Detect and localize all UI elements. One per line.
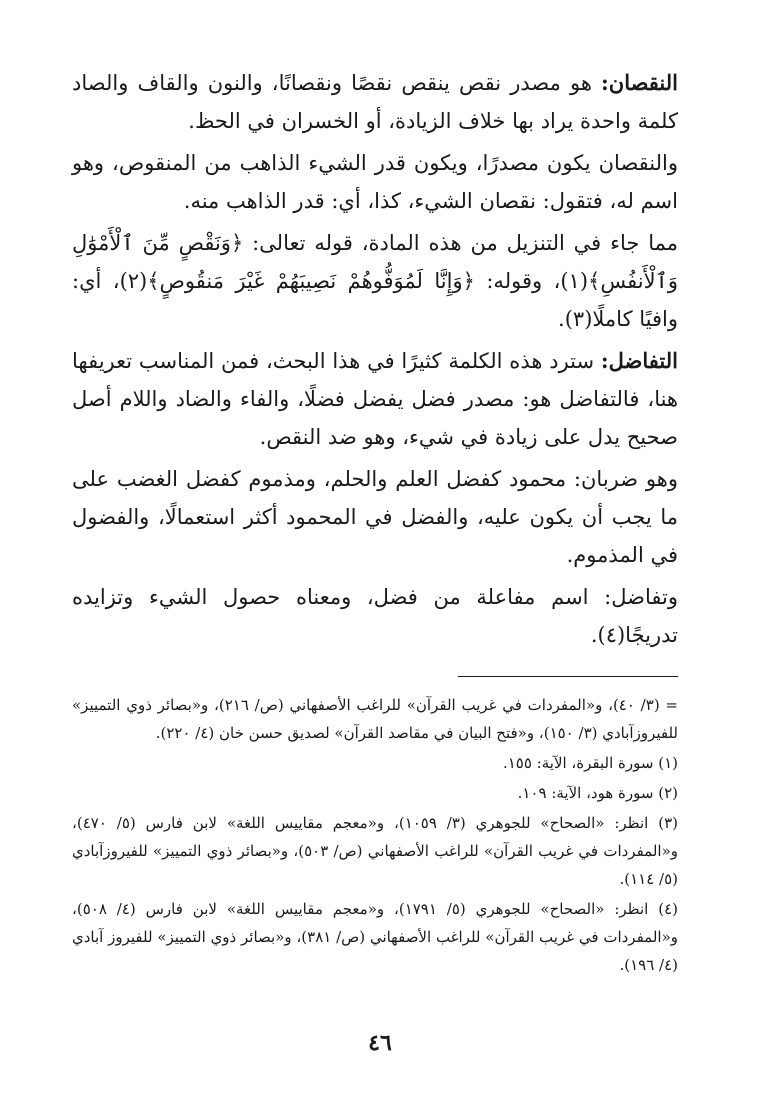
footnote-4: (٤) انظر: «الصحاح» للجوهري (٥/ ١٧٩١)، و«معجم مقاييس اللغة» لابن فارس (٤/ ٥٠٨)، و«المفردات في غريب القرآن» للراغب الأصفهاني (ص/ ٣٨١)، و«بصائر ذوي التمييز» للفيروز آبادي (٤/ ١٩٦). [72,900,678,974]
footnote-2: (٢) سورة هود، الآية: ١٠٩. [517,784,678,802]
page-body [72,64,678,979]
term-tafadul: التفاضل: [600,348,678,373]
paragraph-nuqsan-text: هو مصدر نقص ينقص نقصًا ونقصانًا، والنون والقاف والصاد كلمة واحدة يراد بها خلاف الزيادة، أو الخسران في الحظ. [72,71,678,133]
footnote-continuation: = (٣/ ٤٠)، و«المفردات في غريب القرآن» للراغب الأصفهاني (ص/ ٢١٦)، و«بصائر ذوي التمييز» للفيروزآبادي (٣/ ١٥٠)، و«فتح البيان في مقاصد القرآن» لصديق حسن خان (٤/ ٢٢٠). [72,696,678,742]
paragraph-two-kinds: وهو ضربان: محمود كفضل العلم والحلم، ومذموم كفضل الغضب على ما يجب أن يكون عليه، والفضل في المحمود أكثر استعمالًا، والفضول في المذموم. [72,467,678,567]
footnote-1: (١) سورة البقرة، الآية: ١٥٥. [502,754,678,772]
footnote-3: (٣) انظر: «الصحاح» للجوهري (٣/ ١٠٥٩)، و«معجم مقاييس اللغة» لابن فارس (٥/ ٤٧٠)، و«المفردات في غريب القرآن» للراغب الأصفهاني (ص/ ٥٠٣)، و«بصائر ذوي التمييز» للفيروزآبادي (٥/ ١١٤). [72,814,678,888]
paragraph-quran-citations: مما جاء في التنزيل من هذه المادة، قوله تعالى: ﴿وَنَقْصٍ مِّنَ ٱلْأَمْوَٰلِ وَٱلْأَنفُسِ﴾(١)، وقوله: ﴿وَإِنَّا لَمُوَفُّوهُمْ نَصِيبَهُمْ غَيْرَ مَنقُوصٍ﴾(٢)، أي: وافيًا كاملًا(٣). [72,231,678,331]
footnote-separator [458,676,678,677]
page-number: ٤٦ [368,1030,392,1056]
paragraph-mufaala: وتفاضل: اسم مفاعلة من فضل، ومعناه حصول الشيء وتزايده تدريجًا(٤). [72,585,678,647]
paragraph-nuqsan-noun: والنقصان يكون مصدرًا، ويكون قدر الشيء الذاهب من المنقوص، وهو اسم له، فتقول: نقصان الشيء، كذا، أي: قدر الذاهب منه. [72,151,678,213]
term-nuqsan: النقصان: [601,70,678,95]
paragraph-tafadul [72,342,678,456]
paragraph-nuqsan [72,64,678,140]
paragraph-tafadul-text: سترد هذه الكلمة كثيرًا في هذا البحث، فمن المناسب تعريفها هنا، فالتفاضل هو: مصدر فضل يفضل فضلًا، والفاء والضاد واللام أصل صحيح يدل على زيادة في شيء، وهو ضد النقص. [72,349,678,449]
